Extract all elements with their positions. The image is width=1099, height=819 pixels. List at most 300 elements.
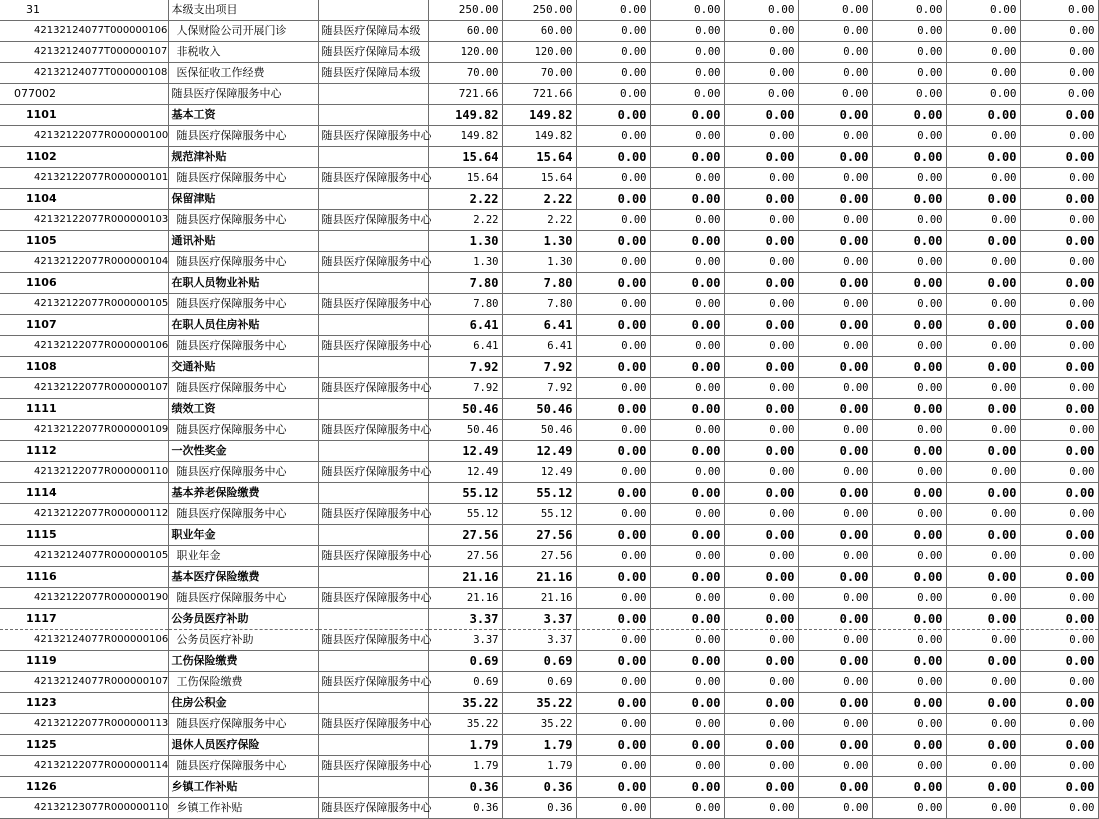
amount-cell[interactable]: 0.00 — [798, 588, 872, 609]
code-cell[interactable]: 1112 — [0, 441, 168, 462]
unit-cell[interactable]: 随县医疗保障服务中心 — [318, 546, 428, 567]
amount-cell[interactable]: 0.00 — [946, 399, 1020, 420]
amount-cell[interactable]: 0.00 — [1020, 357, 1098, 378]
amount-cell[interactable]: 0.00 — [798, 168, 872, 189]
amount-cell[interactable]: 1.30 — [428, 252, 502, 273]
code-cell[interactable]: 1105 — [0, 231, 168, 252]
amount-cell[interactable]: 0.00 — [576, 651, 650, 672]
amount-cell[interactable]: 0.00 — [576, 21, 650, 42]
unit-cell[interactable] — [318, 105, 428, 126]
amount-cell[interactable]: 1.30 — [428, 231, 502, 252]
name-cell[interactable]: 公务员医疗补助 — [168, 630, 318, 651]
amount-cell[interactable]: 1.79 — [502, 756, 576, 777]
code-cell[interactable]: 42132122077R000000114 — [0, 756, 168, 777]
amount-cell[interactable]: 27.56 — [502, 525, 576, 546]
amount-cell[interactable]: 0.00 — [650, 105, 724, 126]
amount-cell[interactable]: 0.00 — [724, 126, 798, 147]
amount-cell[interactable]: 0.00 — [872, 147, 946, 168]
amount-cell[interactable]: 0.00 — [872, 63, 946, 84]
amount-cell[interactable]: 0.00 — [1020, 378, 1098, 399]
code-cell[interactable]: 1114 — [0, 483, 168, 504]
name-cell[interactable]: 绩效工资 — [168, 399, 318, 420]
amount-cell[interactable]: 0.00 — [946, 63, 1020, 84]
name-cell[interactable]: 职业年金 — [168, 525, 318, 546]
code-cell[interactable]: 42132122077R000000105 — [0, 294, 168, 315]
amount-cell[interactable]: 0.00 — [576, 231, 650, 252]
amount-cell[interactable]: 0.00 — [650, 483, 724, 504]
amount-cell[interactable]: 0.00 — [798, 252, 872, 273]
unit-cell[interactable]: 随县医疗保障服务中心 — [318, 798, 428, 819]
amount-cell[interactable]: 0.00 — [576, 357, 650, 378]
amount-cell[interactable]: 0.00 — [798, 609, 872, 630]
amount-cell[interactable]: 0.00 — [724, 105, 798, 126]
amount-cell[interactable]: 0.00 — [946, 147, 1020, 168]
name-cell[interactable]: 住房公积金 — [168, 693, 318, 714]
code-cell[interactable]: 42132122077R000000106 — [0, 336, 168, 357]
name-cell[interactable]: 乡镇工作补贴 — [168, 777, 318, 798]
unit-cell[interactable]: 随县医疗保障服务中心 — [318, 336, 428, 357]
amount-cell[interactable]: 0.00 — [872, 483, 946, 504]
amount-cell[interactable]: 0.00 — [946, 777, 1020, 798]
amount-cell[interactable]: 0.00 — [798, 357, 872, 378]
amount-cell[interactable]: 0.00 — [724, 441, 798, 462]
amount-cell[interactable]: 0.00 — [946, 189, 1020, 210]
amount-cell[interactable]: 6.41 — [502, 315, 576, 336]
name-cell[interactable]: 随县医疗保障服务中心 — [168, 294, 318, 315]
amount-cell[interactable]: 0.00 — [946, 357, 1020, 378]
amount-cell[interactable]: 0.00 — [650, 336, 724, 357]
amount-cell[interactable]: 21.16 — [428, 567, 502, 588]
amount-cell[interactable]: 2.22 — [502, 189, 576, 210]
name-cell[interactable]: 工伤保险缴费 — [168, 672, 318, 693]
amount-cell[interactable]: 3.37 — [502, 630, 576, 651]
amount-cell[interactable]: 0.00 — [946, 294, 1020, 315]
amount-cell[interactable]: 15.64 — [502, 147, 576, 168]
amount-cell[interactable]: 0.00 — [576, 441, 650, 462]
amount-cell[interactable]: 70.00 — [502, 63, 576, 84]
amount-cell[interactable]: 27.56 — [428, 525, 502, 546]
amount-cell[interactable]: 0.00 — [946, 651, 1020, 672]
amount-cell[interactable]: 0.00 — [798, 399, 872, 420]
unit-cell[interactable] — [318, 147, 428, 168]
amount-cell[interactable]: 0.00 — [798, 378, 872, 399]
amount-cell[interactable]: 0.00 — [1020, 735, 1098, 756]
code-cell[interactable]: 1115 — [0, 525, 168, 546]
unit-cell[interactable]: 随县医疗保障服务中心 — [318, 378, 428, 399]
unit-cell[interactable] — [318, 777, 428, 798]
amount-cell[interactable]: 6.41 — [502, 336, 576, 357]
amount-cell[interactable]: 149.82 — [502, 105, 576, 126]
amount-cell[interactable]: 0.00 — [1020, 126, 1098, 147]
amount-cell[interactable]: 0.00 — [650, 378, 724, 399]
amount-cell[interactable]: 0.00 — [946, 168, 1020, 189]
amount-cell[interactable]: 0.00 — [872, 399, 946, 420]
amount-cell[interactable]: 0.00 — [650, 525, 724, 546]
amount-cell[interactable]: 27.56 — [428, 546, 502, 567]
unit-cell[interactable]: 随县医疗保障服务中心 — [318, 126, 428, 147]
amount-cell[interactable]: 0.00 — [650, 546, 724, 567]
amount-cell[interactable]: 0.00 — [650, 168, 724, 189]
unit-cell[interactable] — [318, 735, 428, 756]
amount-cell[interactable]: 149.82 — [428, 126, 502, 147]
amount-cell[interactable]: 0.00 — [576, 588, 650, 609]
amount-cell[interactable]: 0.00 — [798, 693, 872, 714]
code-cell[interactable]: 1117 — [0, 609, 168, 630]
amount-cell[interactable]: 0.00 — [576, 84, 650, 105]
amount-cell[interactable]: 0.00 — [946, 546, 1020, 567]
amount-cell[interactable]: 0.00 — [576, 777, 650, 798]
amount-cell[interactable]: 60.00 — [428, 21, 502, 42]
unit-cell[interactable] — [318, 651, 428, 672]
amount-cell[interactable]: 0.00 — [798, 231, 872, 252]
amount-cell[interactable]: 0.00 — [724, 735, 798, 756]
amount-cell[interactable]: 7.80 — [502, 273, 576, 294]
unit-cell[interactable]: 随县医疗保障服务中心 — [318, 504, 428, 525]
amount-cell[interactable]: 120.00 — [502, 42, 576, 63]
amount-cell[interactable]: 0.00 — [576, 147, 650, 168]
unit-cell[interactable] — [318, 231, 428, 252]
amount-cell[interactable]: 0.00 — [576, 693, 650, 714]
amount-cell[interactable]: 0.00 — [576, 252, 650, 273]
amount-cell[interactable]: 0.00 — [872, 273, 946, 294]
amount-cell[interactable]: 0.00 — [872, 504, 946, 525]
unit-cell[interactable]: 随县医疗保障服务中心 — [318, 672, 428, 693]
amount-cell[interactable]: 0.00 — [798, 189, 872, 210]
name-cell[interactable]: 医保征收工作经费 — [168, 63, 318, 84]
amount-cell[interactable]: 0.00 — [724, 504, 798, 525]
amount-cell[interactable]: 35.22 — [502, 693, 576, 714]
amount-cell[interactable]: 0.00 — [576, 756, 650, 777]
amount-cell[interactable]: 55.12 — [502, 483, 576, 504]
code-cell[interactable]: 31 — [0, 0, 168, 21]
amount-cell[interactable]: 0.00 — [650, 126, 724, 147]
amount-cell[interactable]: 0.00 — [1020, 399, 1098, 420]
name-cell[interactable]: 随县医疗保障服务中心 — [168, 420, 318, 441]
amount-cell[interactable]: 0.00 — [872, 378, 946, 399]
amount-cell[interactable]: 0.00 — [576, 42, 650, 63]
amount-cell[interactable]: 0.00 — [650, 21, 724, 42]
name-cell[interactable]: 非税收入 — [168, 42, 318, 63]
amount-cell[interactable]: 0.00 — [724, 651, 798, 672]
code-cell[interactable]: 1108 — [0, 357, 168, 378]
amount-cell[interactable]: 0.00 — [724, 231, 798, 252]
unit-cell[interactable] — [318, 525, 428, 546]
amount-cell[interactable]: 0.00 — [1020, 756, 1098, 777]
amount-cell[interactable]: 27.56 — [502, 546, 576, 567]
code-cell[interactable]: 42132122077R000000101 — [0, 168, 168, 189]
name-cell[interactable]: 保留津贴 — [168, 189, 318, 210]
unit-cell[interactable] — [318, 483, 428, 504]
unit-cell[interactable] — [318, 357, 428, 378]
amount-cell[interactable]: 0.00 — [650, 630, 724, 651]
code-cell[interactable]: 077002 — [0, 84, 168, 105]
amount-cell[interactable]: 0.00 — [1020, 147, 1098, 168]
code-cell[interactable]: 42132123077R000000110 — [0, 798, 168, 819]
amount-cell[interactable]: 0.00 — [650, 777, 724, 798]
amount-cell[interactable]: 721.66 — [428, 84, 502, 105]
name-cell[interactable]: 随县医疗保障服务中心 — [168, 378, 318, 399]
amount-cell[interactable]: 120.00 — [428, 42, 502, 63]
amount-cell[interactable]: 0.00 — [872, 21, 946, 42]
amount-cell[interactable]: 0.00 — [576, 609, 650, 630]
amount-cell[interactable]: 0.00 — [724, 483, 798, 504]
amount-cell[interactable]: 0.00 — [946, 672, 1020, 693]
amount-cell[interactable]: 0.00 — [724, 588, 798, 609]
amount-cell[interactable]: 0.00 — [1020, 651, 1098, 672]
amount-cell[interactable]: 0.00 — [1020, 42, 1098, 63]
amount-cell[interactable]: 0.00 — [1020, 672, 1098, 693]
amount-cell[interactable]: 0.00 — [798, 147, 872, 168]
amount-cell[interactable]: 12.49 — [428, 462, 502, 483]
amount-cell[interactable]: 0.00 — [946, 693, 1020, 714]
name-cell[interactable]: 随县医疗保障服务中心 — [168, 126, 318, 147]
amount-cell[interactable]: 0.36 — [502, 777, 576, 798]
amount-cell[interactable]: 0.00 — [872, 693, 946, 714]
amount-cell[interactable]: 0.36 — [428, 798, 502, 819]
amount-cell[interactable]: 0.00 — [946, 252, 1020, 273]
amount-cell[interactable]: 0.00 — [798, 546, 872, 567]
amount-cell[interactable]: 0.00 — [798, 504, 872, 525]
amount-cell[interactable]: 15.64 — [428, 147, 502, 168]
amount-cell[interactable]: 2.22 — [428, 210, 502, 231]
amount-cell[interactable]: 6.41 — [428, 315, 502, 336]
unit-cell[interactable]: 随县医疗保障局本级 — [318, 63, 428, 84]
unit-cell[interactable]: 随县医疗保障服务中心 — [318, 252, 428, 273]
amount-cell[interactable]: 0.00 — [724, 525, 798, 546]
amount-cell[interactable]: 0.00 — [946, 0, 1020, 21]
amount-cell[interactable]: 55.12 — [428, 483, 502, 504]
amount-cell[interactable]: 0.00 — [872, 294, 946, 315]
amount-cell[interactable]: 0.00 — [798, 84, 872, 105]
amount-cell[interactable]: 6.41 — [428, 336, 502, 357]
amount-cell[interactable]: 0.00 — [798, 336, 872, 357]
name-cell[interactable]: 公务员医疗补助 — [168, 609, 318, 630]
unit-cell[interactable]: 随县医疗保障服务中心 — [318, 168, 428, 189]
amount-cell[interactable]: 0.00 — [1020, 189, 1098, 210]
amount-cell[interactable]: 0.00 — [872, 462, 946, 483]
amount-cell[interactable]: 7.80 — [502, 294, 576, 315]
code-cell[interactable]: 42132122077R000000100 — [0, 126, 168, 147]
amount-cell[interactable]: 0.00 — [946, 273, 1020, 294]
amount-cell[interactable]: 50.46 — [428, 399, 502, 420]
amount-cell[interactable]: 0.00 — [576, 126, 650, 147]
amount-cell[interactable]: 0.00 — [576, 105, 650, 126]
amount-cell[interactable]: 1.79 — [428, 735, 502, 756]
amount-cell[interactable]: 0.00 — [1020, 483, 1098, 504]
amount-cell[interactable]: 0.00 — [946, 714, 1020, 735]
amount-cell[interactable]: 0.00 — [576, 294, 650, 315]
amount-cell[interactable]: 0.00 — [946, 483, 1020, 504]
amount-cell[interactable]: 0.00 — [872, 168, 946, 189]
amount-cell[interactable]: 0.00 — [946, 336, 1020, 357]
amount-cell[interactable]: 0.69 — [428, 651, 502, 672]
amount-cell[interactable]: 0.00 — [576, 336, 650, 357]
amount-cell[interactable]: 50.46 — [502, 399, 576, 420]
unit-cell[interactable]: 随县医疗保障服务中心 — [318, 756, 428, 777]
unit-cell[interactable] — [318, 273, 428, 294]
amount-cell[interactable]: 0.00 — [650, 399, 724, 420]
amount-cell[interactable]: 0.00 — [946, 420, 1020, 441]
amount-cell[interactable]: 0.00 — [946, 126, 1020, 147]
code-cell[interactable]: 42132122077R000000110 — [0, 462, 168, 483]
amount-cell[interactable]: 0.00 — [576, 420, 650, 441]
amount-cell[interactable]: 0.00 — [1020, 420, 1098, 441]
amount-cell[interactable]: 0.00 — [798, 294, 872, 315]
amount-cell[interactable]: 0.00 — [1020, 84, 1098, 105]
amount-cell[interactable]: 55.12 — [502, 504, 576, 525]
amount-cell[interactable]: 0.00 — [650, 798, 724, 819]
amount-cell[interactable]: 0.00 — [576, 735, 650, 756]
amount-cell[interactable]: 0.00 — [872, 105, 946, 126]
amount-cell[interactable]: 0.00 — [798, 42, 872, 63]
unit-cell[interactable] — [318, 0, 428, 21]
amount-cell[interactable]: 0.00 — [1020, 441, 1098, 462]
name-cell[interactable]: 基本工资 — [168, 105, 318, 126]
amount-cell[interactable]: 0.00 — [1020, 0, 1098, 21]
amount-cell[interactable]: 0.00 — [946, 609, 1020, 630]
code-cell[interactable]: 42132124077T000000107 — [0, 42, 168, 63]
amount-cell[interactable]: 1.30 — [502, 231, 576, 252]
amount-cell[interactable]: 0.00 — [798, 567, 872, 588]
amount-cell[interactable]: 0.00 — [576, 672, 650, 693]
amount-cell[interactable]: 0.00 — [576, 462, 650, 483]
name-cell[interactable]: 随县医疗保障服务中心 — [168, 462, 318, 483]
amount-cell[interactable]: 0.00 — [650, 756, 724, 777]
amount-cell[interactable]: 0.00 — [798, 777, 872, 798]
amount-cell[interactable]: 0.00 — [946, 378, 1020, 399]
amount-cell[interactable]: 0.00 — [872, 756, 946, 777]
amount-cell[interactable]: 0.00 — [872, 336, 946, 357]
amount-cell[interactable]: 0.00 — [1020, 777, 1098, 798]
amount-cell[interactable]: 0.69 — [502, 651, 576, 672]
amount-cell[interactable]: 0.00 — [798, 105, 872, 126]
code-cell[interactable]: 1106 — [0, 273, 168, 294]
amount-cell[interactable]: 0.00 — [650, 63, 724, 84]
amount-cell[interactable]: 0.00 — [946, 210, 1020, 231]
amount-cell[interactable]: 0.00 — [798, 756, 872, 777]
name-cell[interactable]: 职业年金 — [168, 546, 318, 567]
name-cell[interactable]: 随县医疗保障服务中心 — [168, 210, 318, 231]
amount-cell[interactable]: 0.00 — [724, 630, 798, 651]
amount-cell[interactable]: 0.00 — [946, 462, 1020, 483]
amount-cell[interactable]: 0.00 — [724, 777, 798, 798]
name-cell[interactable]: 通讯补贴 — [168, 231, 318, 252]
amount-cell[interactable]: 0.00 — [650, 672, 724, 693]
amount-cell[interactable]: 0.00 — [946, 105, 1020, 126]
amount-cell[interactable]: 0.00 — [1020, 294, 1098, 315]
amount-cell[interactable]: 0.00 — [650, 462, 724, 483]
unit-cell[interactable]: 随县医疗保障服务中心 — [318, 420, 428, 441]
unit-cell[interactable] — [318, 315, 428, 336]
amount-cell[interactable]: 0.00 — [724, 63, 798, 84]
code-cell[interactable]: 42132122077R000000107 — [0, 378, 168, 399]
amount-cell[interactable]: 250.00 — [428, 0, 502, 21]
amount-cell[interactable]: 0.00 — [872, 546, 946, 567]
amount-cell[interactable]: 0.69 — [502, 672, 576, 693]
amount-cell[interactable]: 0.00 — [576, 315, 650, 336]
amount-cell[interactable]: 0.00 — [798, 735, 872, 756]
amount-cell[interactable]: 0.00 — [798, 210, 872, 231]
amount-cell[interactable]: 0.00 — [650, 714, 724, 735]
amount-cell[interactable]: 0.00 — [650, 0, 724, 21]
unit-cell[interactable] — [318, 441, 428, 462]
amount-cell[interactable]: 250.00 — [502, 0, 576, 21]
amount-cell[interactable]: 0.00 — [798, 441, 872, 462]
unit-cell[interactable]: 随县医疗保障局本级 — [318, 21, 428, 42]
amount-cell[interactable]: 0.00 — [1020, 252, 1098, 273]
name-cell[interactable]: 基本养老保险缴费 — [168, 483, 318, 504]
amount-cell[interactable]: 0.00 — [872, 189, 946, 210]
unit-cell[interactable] — [318, 189, 428, 210]
amount-cell[interactable]: 0.00 — [872, 0, 946, 21]
amount-cell[interactable]: 3.37 — [428, 609, 502, 630]
unit-cell[interactable] — [318, 399, 428, 420]
amount-cell[interactable]: 0.00 — [724, 189, 798, 210]
amount-cell[interactable]: 0.00 — [872, 84, 946, 105]
amount-cell[interactable]: 21.16 — [428, 588, 502, 609]
amount-cell[interactable]: 0.00 — [650, 147, 724, 168]
amount-cell[interactable]: 0.69 — [428, 672, 502, 693]
amount-cell[interactable]: 0.00 — [576, 630, 650, 651]
amount-cell[interactable]: 0.00 — [1020, 546, 1098, 567]
amount-cell[interactable]: 0.00 — [650, 609, 724, 630]
amount-cell[interactable]: 2.22 — [502, 210, 576, 231]
amount-cell[interactable]: 0.00 — [1020, 567, 1098, 588]
amount-cell[interactable]: 0.00 — [872, 231, 946, 252]
amount-cell[interactable]: 0.00 — [724, 357, 798, 378]
unit-cell[interactable]: 随县医疗保障服务中心 — [318, 714, 428, 735]
code-cell[interactable]: 42132122077R000000103 — [0, 210, 168, 231]
amount-cell[interactable]: 0.00 — [872, 126, 946, 147]
amount-cell[interactable]: 1.79 — [428, 756, 502, 777]
amount-cell[interactable]: 0.00 — [724, 147, 798, 168]
name-cell[interactable]: 工伤保险缴费 — [168, 651, 318, 672]
name-cell[interactable]: 随县医疗保障服务中心 — [168, 756, 318, 777]
amount-cell[interactable]: 0.00 — [576, 483, 650, 504]
amount-cell[interactable]: 0.00 — [798, 315, 872, 336]
code-cell[interactable]: 1123 — [0, 693, 168, 714]
amount-cell[interactable]: 0.00 — [724, 399, 798, 420]
amount-cell[interactable]: 0.00 — [946, 735, 1020, 756]
amount-cell[interactable]: 0.00 — [798, 21, 872, 42]
name-cell[interactable]: 随县医疗保障服务中心 — [168, 252, 318, 273]
code-cell[interactable]: 1119 — [0, 651, 168, 672]
code-cell[interactable]: 1126 — [0, 777, 168, 798]
amount-cell[interactable]: 0.00 — [798, 420, 872, 441]
amount-cell[interactable]: 0.00 — [576, 399, 650, 420]
amount-cell[interactable]: 0.00 — [724, 210, 798, 231]
amount-cell[interactable]: 0.00 — [946, 588, 1020, 609]
name-cell[interactable]: 人保财险公司开展门诊 — [168, 21, 318, 42]
amount-cell[interactable]: 0.00 — [1020, 525, 1098, 546]
amount-cell[interactable]: 0.00 — [650, 588, 724, 609]
amount-cell[interactable]: 0.00 — [724, 315, 798, 336]
amount-cell[interactable]: 0.00 — [798, 651, 872, 672]
amount-cell[interactable]: 15.64 — [502, 168, 576, 189]
name-cell[interactable]: 随县医疗保障服务中心 — [168, 588, 318, 609]
amount-cell[interactable]: 0.00 — [872, 441, 946, 462]
amount-cell[interactable]: 50.46 — [502, 420, 576, 441]
amount-cell[interactable]: 0.00 — [576, 63, 650, 84]
amount-cell[interactable]: 7.92 — [428, 357, 502, 378]
amount-cell[interactable]: 1.79 — [502, 735, 576, 756]
amount-cell[interactable]: 50.46 — [428, 420, 502, 441]
unit-cell[interactable]: 随县医疗保障服务中心 — [318, 588, 428, 609]
amount-cell[interactable]: 0.00 — [650, 294, 724, 315]
amount-cell[interactable]: 0.00 — [872, 588, 946, 609]
code-cell[interactable]: 1102 — [0, 147, 168, 168]
amount-cell[interactable]: 0.00 — [1020, 714, 1098, 735]
